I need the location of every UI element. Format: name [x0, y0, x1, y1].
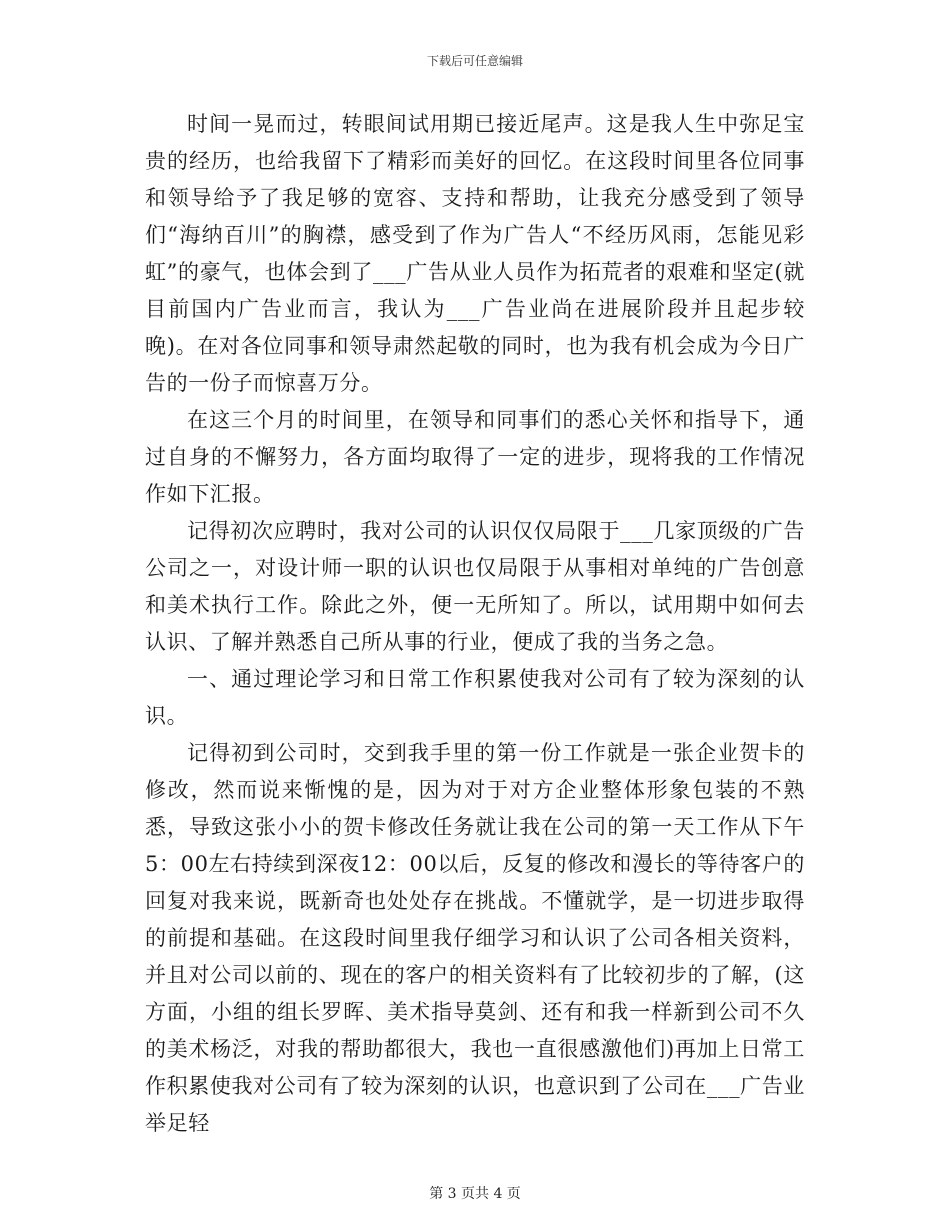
- section-heading-one: 一、通过理论学习和日常工作积累使我对公司有了较为深刻的认识。: [145, 667, 805, 728]
- page-header: 下载后可任意编辑: [426, 54, 523, 68]
- page-footer: 第 3 页共 4 页: [429, 1186, 521, 1202]
- document-body: [145, 106, 805, 1142]
- paragraph-intro: 时间一晃而过，转眼间试用期已接近尾声。这是我人生中弥足宝贵的经历，也给我留下了精彩而美好的回忆。在这段时间里各位同事和领导给予了我足够的宽容、支持和帮助，让我充分感受到了领导们“海纳百川”的胸襟，感受到了作为广告人“不经历风雨，怎能见彩虹”的豪气，也体会到了___广告从业人员作为拓荒者的艰难和坚定(就目前国内广告业而言，我认为___广告业尚在进展阶段并且起步较晚)。在对各位同事和领导肃然起敬的同时，也为我有机会成为今日广告的一份子而惊喜万分。: [145, 112, 805, 395]
- paragraph-first-task: 记得初到公司时，交到我手里的第一份工作就是一张企业贺卡的修改，然而说来惭愧的是，因为对于对方企业整体形象包装的不熟悉，导致这张小小的贺卡修改任务就让我在公司的第一天工作从下午5：00左右持续到深夜12：00以后，反复的修改和漫长的等待客户的回复对我来说，既新奇也处处存在挑战。不懂就学，是一切进步取得的前提和基础。在这段时间里我仔细学习和认识了公司各相关资料，并且对公司以前的、现在的客户的相关资料有了比较初步的了解，(这方面，小组的组长罗晖、美术指导莫剑、还有和我一样新到公司不久的美术杨泛，对我的帮助都很大，我也一直很感激他们)再加上日常工作积累使我对公司有了较为深刻的认识，也意识到了公司在___广告业举足轻: [145, 741, 805, 1135]
- paragraph-summary: 在这三个月的时间里，在领导和同事们的悉心关怀和指导下，通过自身的不懈努力，各方面均取得了一定的进步，现将我的工作情况作如下汇报。: [145, 408, 805, 506]
- paragraph-first-impression: 记得初次应聘时，我对公司的认识仅仅局限于___几家顶级的广告公司之一，对设计师一职的认识也仅局限于从事相对单纯的广告创意和美术执行工作。除此之外，便一无所知了。所以，试用期中如何去认识、了解并熟悉自己所从事的行业，便成了我的当务之急。: [145, 519, 805, 654]
